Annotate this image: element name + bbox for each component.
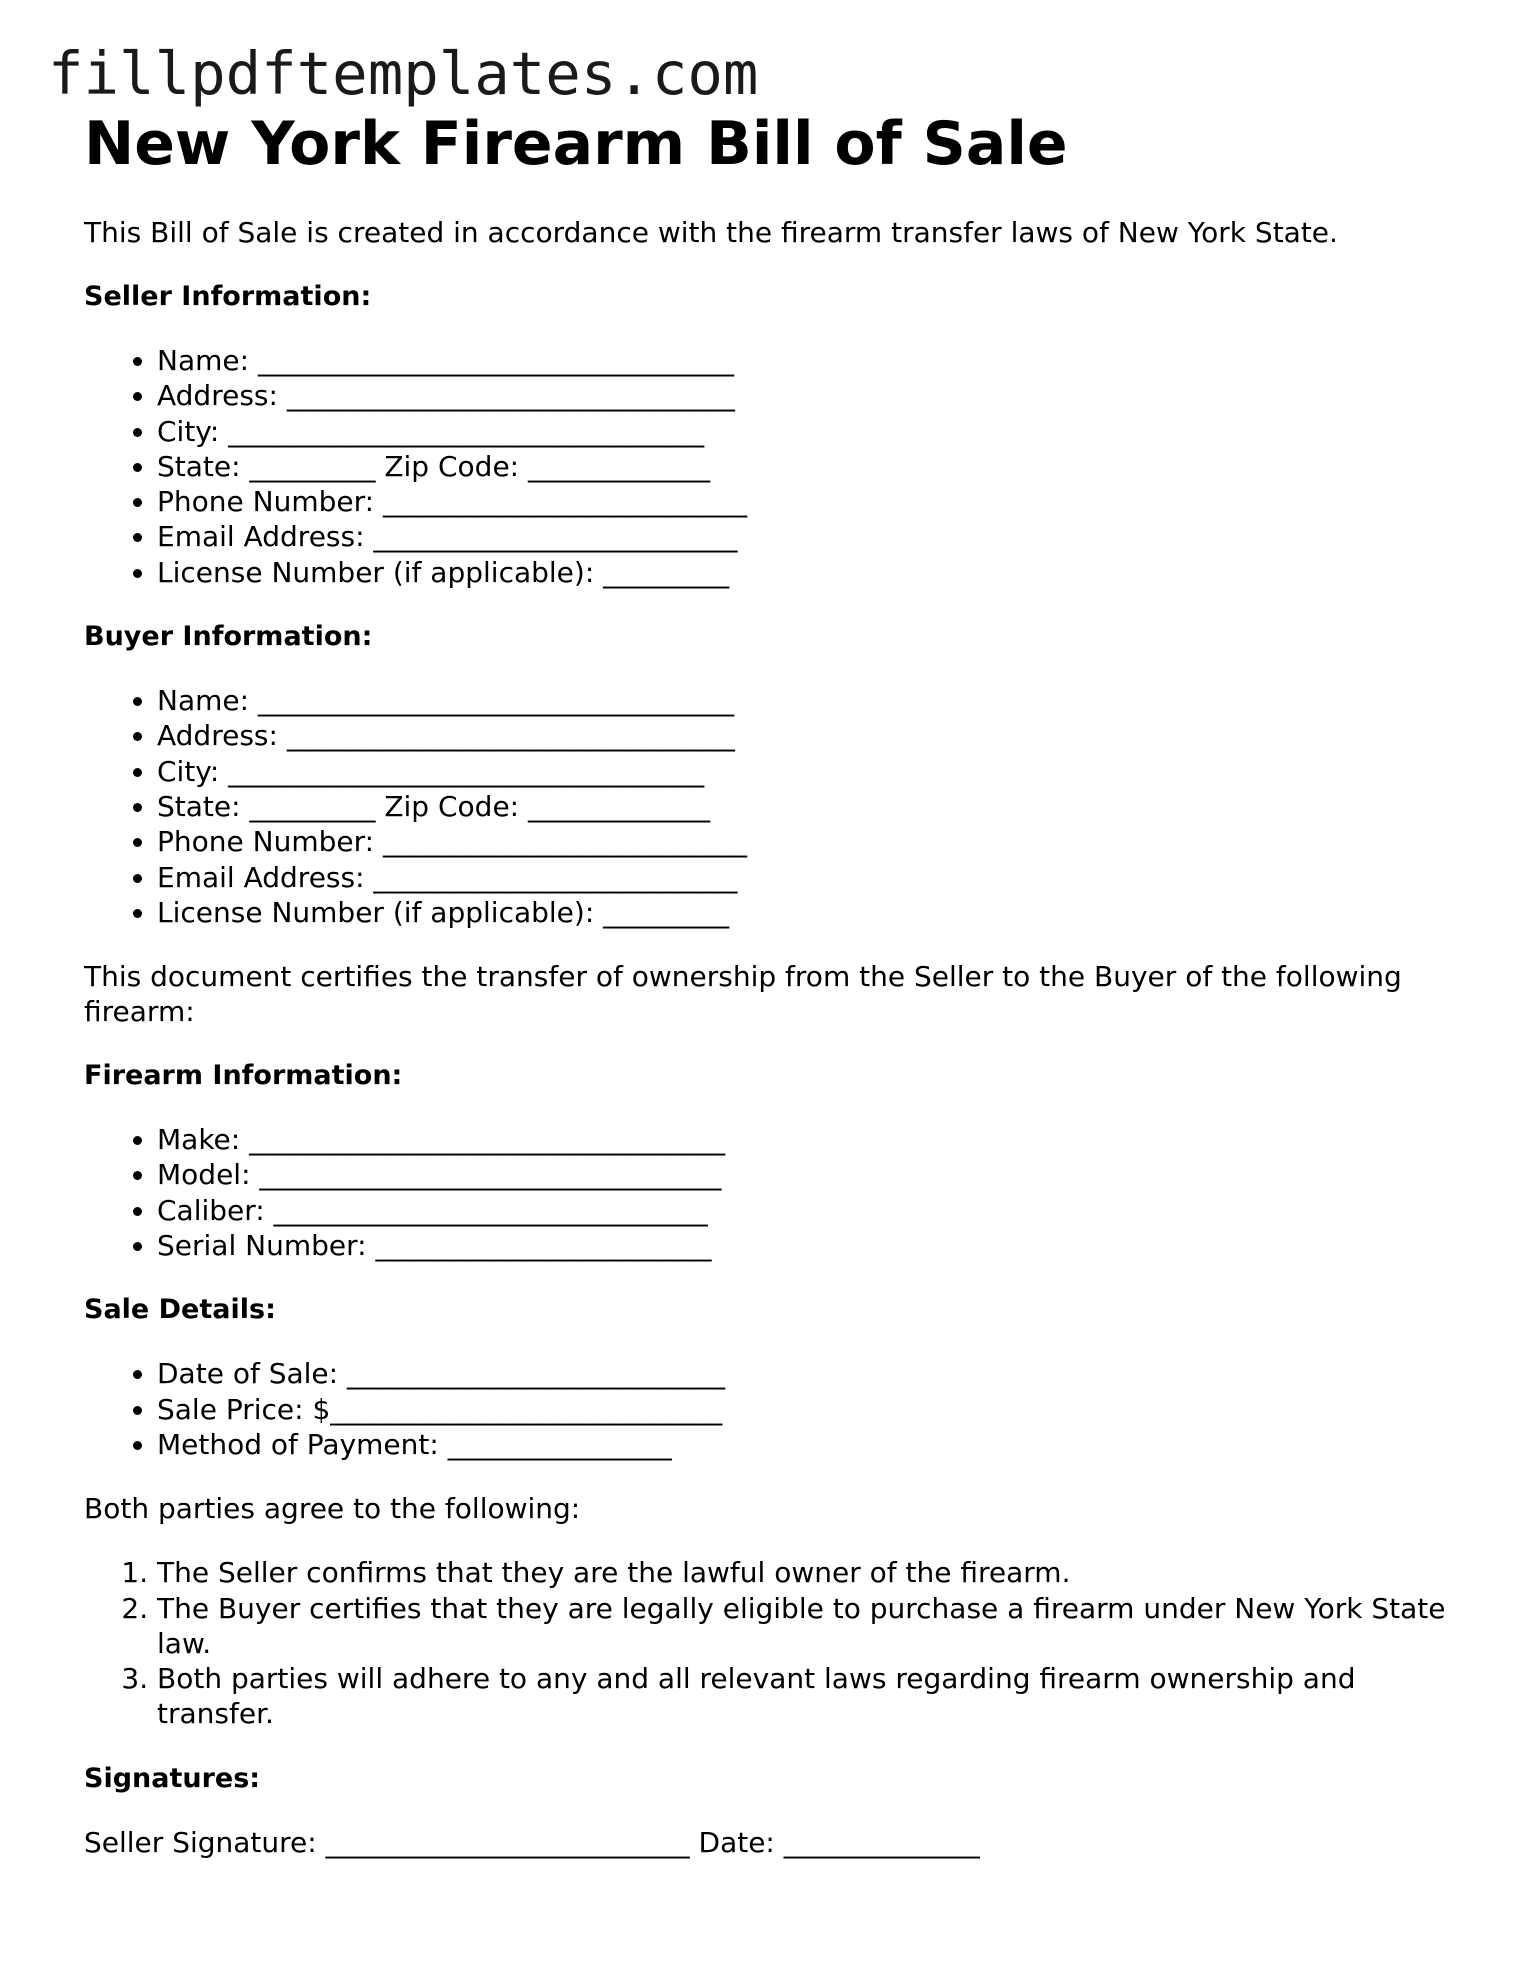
firearm-caliber-field: • Caliber: _______________________________ bbox=[157, 1193, 1474, 1228]
seller-state-zip-field: • State: _________ Zip Code: _____________ bbox=[157, 449, 1474, 484]
seller-fields bbox=[84, 343, 1474, 590]
firearm-serial-field: • Serial Number: ________________________ bbox=[157, 1228, 1474, 1263]
agreements-list bbox=[84, 1555, 1474, 1731]
document-title: New York Firearm Bill of Sale bbox=[84, 109, 1068, 179]
buyer-name-field: • Name: __________________________________ bbox=[157, 683, 1474, 718]
sale-date-field: • Date of Sale: ___________________________ bbox=[157, 1356, 1474, 1391]
buyer-address-field: • Address: ________________________________ bbox=[157, 718, 1474, 753]
seller-email-field: • Email Address: __________________________ bbox=[157, 519, 1474, 554]
agree-intro: Both parties agree to the following: bbox=[84, 1492, 581, 1526]
watermark: fillpdftemplates.com bbox=[48, 39, 759, 108]
buyer-heading: Buyer Information: bbox=[84, 621, 373, 653]
seller-signature-line: Seller Signature: __________________________ Date: ______________ bbox=[84, 1825, 980, 1859]
firearm-model-field: • Model: _________________________________ bbox=[157, 1157, 1474, 1192]
buyer-license-field: • License Number (if applicable): _________ bbox=[157, 895, 1474, 930]
sale-heading: Sale Details: bbox=[84, 1294, 276, 1326]
sale-payment-field: • Method of Payment: ________________ bbox=[157, 1427, 1474, 1462]
firearm-make-field: • Make: __________________________________ bbox=[157, 1122, 1474, 1157]
seller-name-field: • Name: __________________________________ bbox=[157, 343, 1474, 378]
signatures-heading: Signatures: bbox=[84, 1762, 261, 1794]
buyer-state-zip-field: • State: _________ Zip Code: _____________ bbox=[157, 789, 1474, 824]
sale-price-field: • Sale Price: $____________________________ bbox=[157, 1392, 1474, 1427]
buyer-fields bbox=[84, 683, 1474, 930]
firearm-heading: Firearm Information: bbox=[84, 1060, 403, 1092]
buyer-city-field: • City: __________________________________ bbox=[157, 754, 1474, 789]
buyer-email-field: • Email Address: __________________________ bbox=[157, 860, 1474, 895]
agreement-item: 1. The Seller confirms that they are the lawful owner of the firearm. bbox=[157, 1555, 1474, 1590]
intro-paragraph: This Bill of Sale is created in accordance with the firearm transfer laws of New York State. bbox=[84, 216, 1338, 249]
buyer-phone-field: • Phone Number: __________________________ bbox=[157, 824, 1474, 859]
seller-license-field: • License Number (if applicable): _________ bbox=[157, 555, 1474, 590]
seller-address-field: • Address: ________________________________ bbox=[157, 378, 1474, 413]
document-body bbox=[84, 108, 1474, 1860]
seller-city-field: • City: __________________________________ bbox=[157, 414, 1474, 449]
agreement-item: 3. Both parties will adhere to any and all relevant laws regarding firearm ownership and transfer. bbox=[157, 1661, 1474, 1732]
seller-phone-field: • Phone Number: __________________________ bbox=[157, 484, 1474, 519]
sale-fields bbox=[84, 1356, 1474, 1462]
seller-heading: Seller Information: bbox=[84, 281, 372, 312]
agreement-item: 2. The Buyer certifies that they are legally eligible to purchase a firearm under New York State law. bbox=[157, 1591, 1474, 1662]
firearm-fields bbox=[84, 1122, 1474, 1263]
certify-paragraph: This document certifies the transfer of ownership from the Seller to the Buyer of the following firearm: bbox=[84, 960, 1402, 1029]
